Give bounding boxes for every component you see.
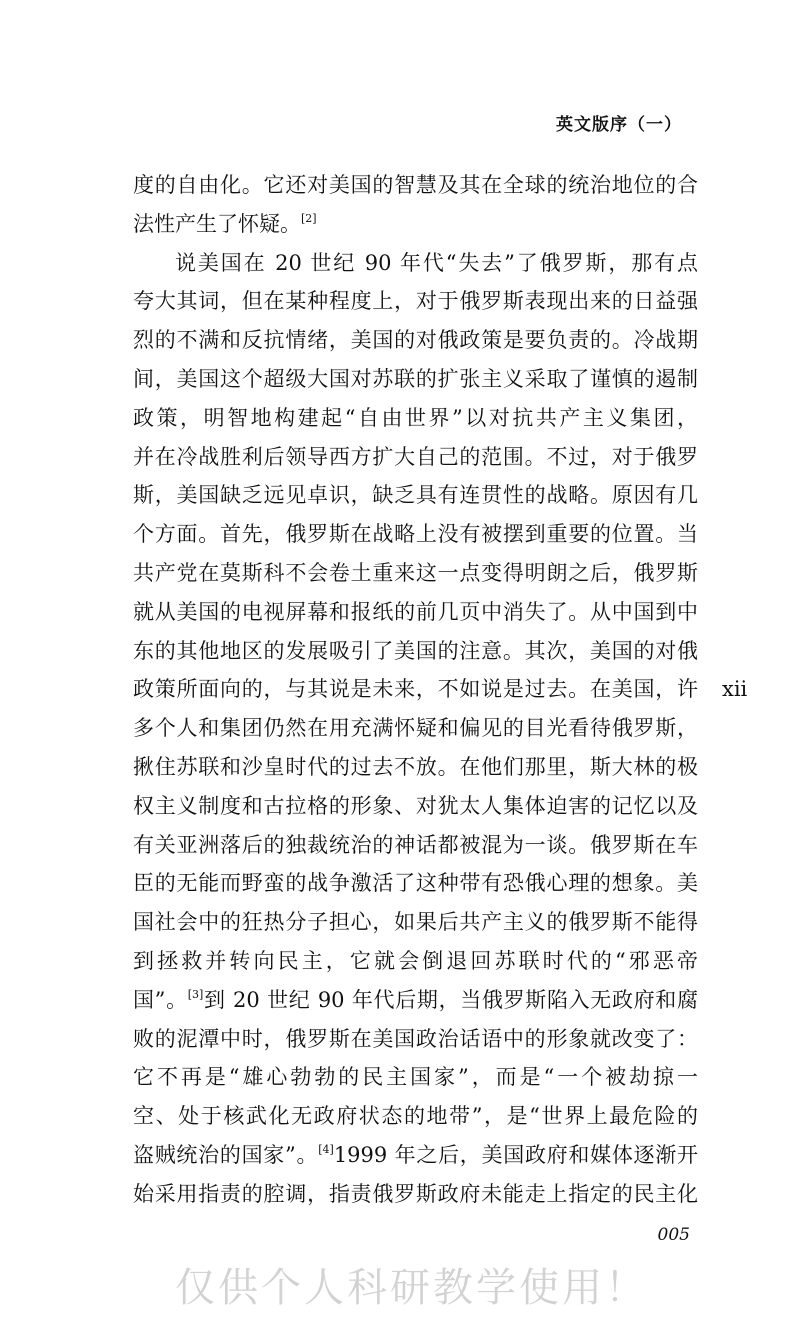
text-line: 间，美国这个超级大国对苏联的扩张主义采取了谨慎的遏制: [133, 366, 698, 391]
original-page-marker: xii: [722, 677, 748, 701]
page-number: 005: [657, 1225, 690, 1245]
text-line: 国”。[3]到 20 世纪 90 年代后期，当俄罗斯陷入无政府和腐: [133, 987, 698, 1012]
running-header: 英文版序（一）: [556, 115, 682, 135]
text-line: 政策，明智地构建起“自由世界”以对抗共产主义集团，: [133, 405, 698, 430]
text-line: 度的自由化。它还对美国的智慧及其在全球的统治地位的合: [133, 173, 698, 197]
body-text: [133, 166, 698, 1214]
text-line: 夸大其词，但在某种程度上，对于俄罗斯表现出来的日益强: [133, 289, 698, 314]
text-line: 并在冷战胜利后领导西方扩大自己的范围。不过，对于俄罗: [133, 444, 698, 469]
text-line: 共产党在莫斯科不会卷土重来这一点变得明朗之后，俄罗斯: [133, 560, 698, 585]
text-line: 到拯救并转向民主，它就会倒退回苏联时代的“邪恶帝: [133, 948, 698, 973]
text-line: 权主义制度和古拉格的形象、对犹太人集体迫害的记忆以及: [133, 793, 698, 818]
text-line: 政策所面向的，与其说是未来，不如说是过去。在美国，许: [133, 677, 698, 702]
text-line: 始采用指责的腔调，指责俄罗斯政府未能走上指定的民主化: [133, 1181, 698, 1206]
text-line: 说美国在 20 世纪 90 年代“失去”了俄罗斯，那有点: [175, 250, 698, 275]
text-line: 盗贼统治的国家”。[4]1999 年之后，美国政府和媒体逐渐开: [133, 1142, 698, 1167]
text-line: 斯，美国缺乏远见卓识，缺乏具有连贯性的战略。原因有几: [133, 483, 698, 508]
text-line: 揪住苏联和沙皇时代的过去不放。在他们那里，斯大林的极: [133, 754, 698, 779]
footnote-ref[interactable]: [4]: [318, 1142, 334, 1156]
text-line: 它不再是“雄心勃勃的民主国家”，而是“一个被劫掠一: [133, 1065, 698, 1090]
text-line: 败的泥潭中时，俄罗斯在美国政治话语中的形象就改变了：: [133, 1026, 698, 1051]
text-line: 东的其他地区的发展吸引了美国的注意。其次，美国的对俄: [133, 638, 698, 663]
text-line: 法性产生了怀疑。[2]: [133, 211, 317, 236]
text-line: 个方面。首先，俄罗斯在战略上没有被摆到重要的位置。当: [133, 522, 698, 547]
text-line: 空、处于核武化无政府状态的地带”，是“世界上最危险的: [133, 1104, 698, 1129]
text-line: 就从美国的电视屏幕和报纸的前几页中消失了。从中国到中: [133, 599, 698, 624]
text-line: 国社会中的狂热分子担心，如果后共产主义的俄罗斯不能得: [133, 910, 698, 935]
watermark-text: 仅供个人科研教学使用！: [175, 1265, 648, 1311]
footnote-ref[interactable]: [3]: [187, 987, 204, 1001]
text-line: 多个人和集团仍然在用充满怀疑和偏见的目光看待俄罗斯，: [133, 716, 698, 741]
footnote-ref[interactable]: [2]: [301, 211, 317, 225]
text-line: 烈的不满和反抗情绪，美国的对俄政策是要负责的。冷战期: [133, 328, 698, 353]
text-line: 臣的无能而野蛮的战争激活了这种带有恐俄心理的想象。美: [133, 871, 698, 896]
text-line: 有关亚洲落后的独裁统治的神话都被混为一谈。俄罗斯在车: [133, 832, 698, 857]
